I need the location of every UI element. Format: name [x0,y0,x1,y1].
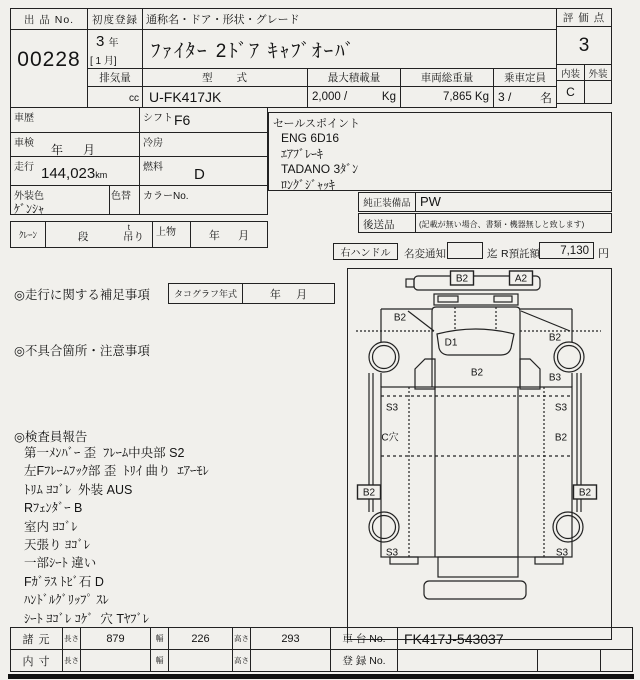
oem-equipment-value: PW [415,192,612,212]
inner-width-value [168,649,233,672]
first-reg-value [87,29,143,69]
defect-heading: ◎不具合箇所・注意事項 [14,344,150,358]
inspection-label: 車検 [14,138,34,149]
list-item: TADANO 3ﾀﾞﾝ [281,162,359,176]
fuel-cell [139,156,268,186]
later-items-label: 後送品 [358,213,416,233]
damage-label: B2 [554,432,568,444]
list-item: 天張り ﾖｺﾞﾚ [24,537,90,552]
exterior-color-cell [10,185,110,215]
name-change-box [447,242,483,259]
aircon-cell [139,132,268,157]
color-no-label: カラーNo. [143,191,189,202]
crane-lift-label: 吊り [123,231,144,243]
shift-label: シフト [143,113,173,124]
length-label-1: 長さ [62,627,81,650]
length-value: 879 [80,627,151,650]
exterior-color-value: ｹﾞﾝｼｬ [14,202,45,216]
inspection-cell [10,132,140,157]
max-load-header: 最大積載量 [307,68,401,87]
gross-weight-value: 7,865 Kg [400,86,494,108]
inner-height-value [250,649,331,672]
damage-label: B2 [548,332,562,344]
lot-number: 00228 [17,48,81,71]
interior-grade-value: C [556,80,585,104]
inspection-value: 年 月 [51,143,96,157]
height-label-2: 高さ [232,649,251,672]
list-item: 一部ｼｰﾄ 違い [24,556,97,571]
displacement-value: cc [87,86,143,108]
width-label-1: 幅 [150,627,169,650]
first-reg-header: 初度登録 [87,8,143,30]
inspector-report-list [24,444,344,628]
color-change-label: 色替 [111,191,131,202]
scan-edge-bar [8,674,634,679]
height-label-1: 高さ [232,627,251,650]
name-change-label: 名変通知 [404,248,446,260]
mileage-note-heading: ◎走行に関する補足事項 [14,288,150,302]
max-load-number: 2,000 / [312,91,348,103]
list-item: ｴｱﾌﾞﾚｰｷ [281,146,324,161]
cowl-panel [434,294,518,305]
damage-label: S3 [385,547,399,559]
grade-header: 評 価 点 [556,8,612,27]
gross-weight-header: 車両総重量 [400,68,494,87]
later-items-note: (記載が無い場合、書類・機器無しと致します) [415,213,612,233]
model-name-header: 通称名・ドア・形状・グレード [142,8,557,30]
displacement-header: 排気量 [87,68,143,87]
list-item: ﾛﾝｸﾞｼﾞｬｯｷ [281,177,336,192]
sales-points-label: セールスポイント [273,118,361,130]
max-load-unit: Kg [381,91,396,103]
body-date-cell: 年 月 [190,221,268,248]
height-value: 293 [250,627,331,650]
damage-label: D1 [444,337,458,349]
crane-stage-label: 段 [78,231,89,243]
shift-value: F6 [174,112,191,128]
list-item: Rﾌｪﾝﾀﾞｰ B [24,501,83,516]
mileage-cell [10,156,140,186]
inner-length-value [80,649,151,672]
damage-label: A2 [514,273,528,285]
capacity-unit: 名 [539,90,552,105]
registration-extra-cell-1 [537,649,601,672]
list-item: ﾊﾝﾄﾞﾙｸﾞﾘｯﾌﾟ ｽﾚ [24,593,109,608]
deposit-label: R預託額 [501,248,541,260]
history-cell [10,107,140,133]
list-item: Fｶﾞﾗｽ ﾄﾋﾞ石 D [24,574,104,589]
made-label: 迄 [487,248,498,260]
list-item: ﾄﾘﾑ ﾖｺﾞﾚ 外装 AUS [24,482,133,497]
chassis-no-label: 車 台 No. [330,627,398,650]
inner-row-label: 内 寸 [10,649,63,672]
capacity-header: 乗車定員 [493,68,557,87]
length-label-2: 長さ [62,649,81,672]
vehicle-diagram [348,269,611,639]
width-label-2: 幅 [150,649,169,672]
yen-label: 円 [598,248,609,260]
inspector-heading: ◎検査員報告 [14,430,88,444]
damage-label: S3 [555,547,569,559]
color-change-cell [109,185,140,215]
damage-label: B3 [548,372,562,384]
list-item: ｼｰﾄ ﾖｺﾞﾚ ｺｹﾞ 穴 Tﾔﾌﾞﾚ [24,611,150,626]
mileage-value: 144,023km [41,165,108,182]
shift-cell [139,107,268,133]
sales-points-box [268,112,612,191]
body-label: 上物 [156,227,176,238]
tachograph-label: タコグラフ年式 [168,283,243,304]
registration-no-value [397,649,538,672]
chassis-no-value: FK417J-543037 [397,627,633,650]
model-code-value: U-FK417JK [142,86,308,108]
damage-label: B2 [362,487,376,499]
damage-label: B2 [470,367,484,379]
tachograph-value: 年 月 [242,283,335,304]
registration-extra-cell-2 [600,649,633,672]
capacity-value [493,86,557,108]
model-code-header: 型 式 [142,68,308,87]
interior-grade-header: 内装 [556,64,585,81]
damage-label: S3 [554,402,568,414]
crane-cell: ｸﾚｰﾝ [10,221,46,248]
rhd-badge: 右ハンドル [333,243,398,260]
mileage-label: 走行 [14,162,34,173]
first-reg-year: 3 年 [96,33,119,50]
cargo-bed [381,387,572,557]
fuel-label: 燃料 [143,162,163,173]
damage-label: S3 [385,402,399,414]
first-reg-month: [ 1 月] [90,56,117,67]
vehicle-diagram-box [347,268,612,640]
crane-detail-cell [45,221,153,248]
fuel-value: D [194,166,205,183]
crane-ton-label: t [127,223,130,232]
registration-no-label: 登 録 No. [330,649,398,672]
sales-points-list [269,131,611,193]
deposit-box: 7,130 [539,242,594,259]
body-cell [152,221,191,248]
exterior-grade-value [584,80,612,104]
lot-header: 出 品 No. [10,8,88,30]
damage-label: B2 [455,273,469,285]
damage-label: C穴 [381,432,399,444]
max-load-value [307,86,401,108]
damage-label: B2 [578,487,592,499]
list-item: 左Fﾌﾚｰﾑﾌｯｸ部 歪 ﾄﾘｲ 曲り ｴｱｰﾓﾚ [24,464,209,479]
list-item: 室内 ﾖｺﾞﾚ [24,519,78,534]
spec-row-label: 諸 元 [10,627,63,650]
model-name-value: ﾌｧｲﾀｰ 2ﾄﾞｱ ｷｬﾌﾞｵｰﾊﾞ [142,29,557,69]
aircon-label: 冷房 [143,138,163,149]
history-label: 車歴 [14,113,34,124]
damage-label: B2 [393,312,407,324]
exterior-color-label: 外装色 [14,191,44,202]
capacity-number: 3 / [498,90,512,104]
list-item: 第一ﾒﾝﾊﾞｰ 歪 ﾌﾚｰﾑ中央部 S2 [24,446,185,460]
grade-value: 3 [556,26,612,65]
color-no-cell [139,185,268,215]
oem-equipment-label: 純正装備品 [358,192,416,212]
exterior-grade-header: 外装 [584,64,612,81]
width-value: 226 [168,627,233,650]
side-rails [369,373,581,512]
rear-section [390,557,563,599]
list-item: ENG 6D16 [281,131,340,145]
